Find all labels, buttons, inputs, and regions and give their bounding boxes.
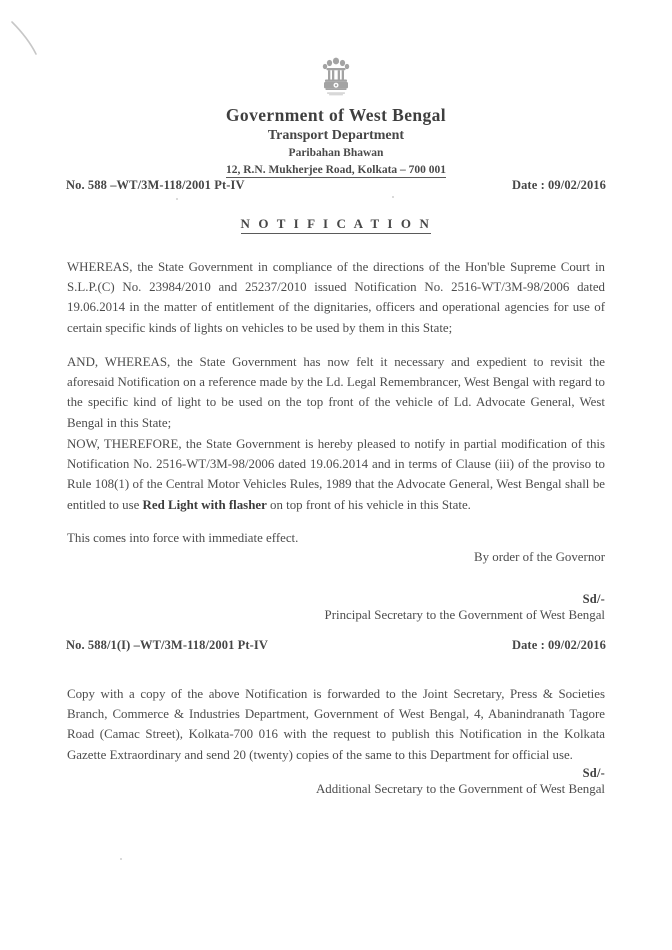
scan-speck xyxy=(392,196,394,198)
page-title xyxy=(0,216,672,232)
by-order-line: By order of the Governor xyxy=(473,550,605,564)
memo-header-bottom xyxy=(66,638,606,653)
scan-speck xyxy=(120,858,122,860)
paragraph-and-whereas: AND, WHEREAS, the State Government has now felt it necessary and expedient to revisit the aforesaid Notification on a reference made by the Ld. Legal Remembrancer, West Bengal with regard to the specific kind of light to be used on the top front of the vehicle of Ld. Advocate General, West Bengal in this State; xyxy=(67,355,605,430)
memo-number-bottom: No. 588/1(I) –WT/3M-118/2001 Pt-IV xyxy=(66,638,268,652)
letterhead-address xyxy=(0,163,672,178)
letterhead-government: Government of West Bengal xyxy=(225,105,447,125)
paragraph-effect: This comes into force with immediate effect. xyxy=(67,531,299,545)
paragraph-whereas: WHEREAS, the State Government in compliance of the directions of the Hon'ble Supreme Court in S.L.P.(C) No. 23984/2010 and 25237/2010 issued Notification No. 2516-WT/3M-98/2006 dated 19.06.2014 in the matter of entitlement of the dignitaries, officers and operational agencies for use of certain specific kinds of lights on vehicles to be used by them in this State; xyxy=(67,260,605,335)
memo-date-top: Date : 09/02/2016 xyxy=(511,178,606,192)
letterhead xyxy=(0,104,672,178)
letterhead-address-text: 12, R.N. Mukherjee Road, Kolkata – 700 001 xyxy=(225,164,447,177)
signature-sd-secondary: Sd/- xyxy=(582,766,605,780)
memo-header-top xyxy=(66,178,606,193)
signature-designation-secondary: Additional Secretary to the Government of West Bengal xyxy=(315,782,605,796)
signature-sd-primary: Sd/- xyxy=(582,592,605,606)
signature-block-secondary xyxy=(67,766,605,797)
signature-designation-primary: Principal Secretary to the Government of West Bengal xyxy=(324,608,605,622)
state-emblem-of-india-icon xyxy=(319,56,353,98)
paragraph-now-therefore xyxy=(67,434,605,515)
now-therefore-part-1: NOW, THEREFORE, the State Government is hereby pleased to notify in partial modification of this Notification No. 2516-WT/3M-98/2006 dated 19.06.2014 and in terms of Clause (iii) of the proviso to Rule 108(1) of the Central Motor Vehicles Rules, 1989 that the Advocate General, West Bengal shall be entitled to use xyxy=(67,437,605,512)
memo-number-top: No. 588 –WT/3M-118/2001 Pt-IV xyxy=(66,178,245,192)
paragraph-endorsement: Copy with a copy of the above Notification is forwarded to the Joint Secretary, Press & Societies Branch, Commerce & Industries Department, Government of West Bengal, 4, Abanindranath Tagore Road (Camac Street), Kolkata-700 016 with the request to publish this Notification in the Kolkata Gazette Extraordinary and send 20 (twenty) copies of the same to this Department for official use. xyxy=(67,687,605,762)
now-therefore-part-2: on top front of his vehicle in this State. xyxy=(266,497,471,512)
letterhead-building: Paribahan Bhawan xyxy=(288,147,384,160)
page-title-text: N O T I F I C A T I O N xyxy=(241,216,432,234)
now-therefore-emphasis: Red Light with flasher xyxy=(142,497,267,512)
emblem-container xyxy=(0,56,672,103)
signature-block-primary xyxy=(67,592,605,623)
scan-speck xyxy=(176,198,178,200)
memo-date-bottom: Date : 09/02/2016 xyxy=(511,638,606,652)
letterhead-department: Transport Department xyxy=(267,128,405,144)
